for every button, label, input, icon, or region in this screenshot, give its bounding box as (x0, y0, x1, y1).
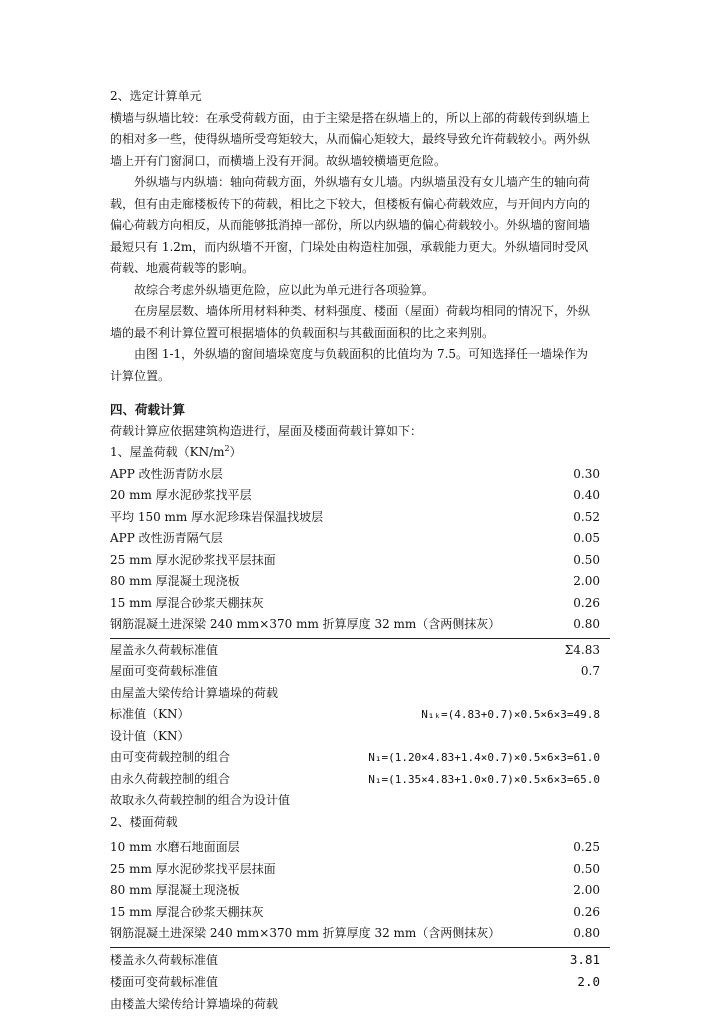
table-row (110, 902, 610, 924)
roof-title-text: 1、屋盖荷载（KN/m (110, 445, 225, 459)
row-value: 0.26 (573, 904, 600, 919)
para-wall-comparison (110, 108, 610, 173)
table-row (110, 507, 610, 529)
row-value: 0.30 (573, 466, 600, 481)
table-row (110, 464, 610, 486)
row-label: 屋盖永久荷载标准值 (110, 642, 219, 657)
table-row (110, 923, 610, 945)
floor-load-title: 2、楼面荷载 (110, 814, 178, 829)
row-value: 0.05 (573, 531, 600, 545)
section-title-load-calc: 四、荷载计算 (110, 402, 186, 417)
floor-permanent-row (110, 949, 610, 972)
table-row (110, 550, 610, 572)
row-label: 由永久荷载控制的组合 (110, 771, 231, 786)
document-page (110, 86, 610, 1015)
roof-conclusion: 故取永久荷载控制的组合为设计值 (110, 793, 291, 807)
row-label: APP 改性沥青隔气层 (110, 531, 223, 545)
row-label: APP 改性沥青防水层 (110, 466, 223, 481)
table-row (110, 880, 610, 902)
table-row (110, 528, 610, 550)
row-label: 楼面可变荷载标准值 (110, 975, 219, 989)
row-value: 0.80 (573, 617, 600, 631)
para-calc-position (110, 301, 610, 344)
text-line: 墙上开有门窗洞口，而横墙上没有开洞。故纵墙较横墙更危险。 (110, 153, 447, 168)
section-title-select-unit: 2、选定计算单元 (110, 89, 202, 103)
table-row (110, 614, 610, 636)
text-line: 最短只有 1.2m，而内纵墙不开窗，门垛处由构造柱加强，承载能力更大。外纵墙同时受风 (110, 239, 589, 254)
para-figure-ref (110, 344, 610, 387)
text-line: 外纵墙与内纵墙：轴向荷载方面，外纵墙有女儿墙。内纵墙虽没有女儿墙产生的轴向荷 (134, 175, 591, 189)
text-line: 由图 1-1，外纵墙的窗间墙垛宽度与负载面积的比值均为 7.5。可知选择任一墙垛作为 (134, 347, 589, 361)
table-row (110, 837, 610, 859)
row-value: 2.0 (577, 974, 600, 989)
text-line: 在房屋层数、墙体所用材料种类、材料强度、楼面（屋面）荷载均相同的情况下，外纵 (134, 304, 591, 318)
roof-standard-row (110, 704, 610, 726)
row-label: 平均 150 mm 厚水泥珍珠岩保温找坡层 (110, 509, 324, 524)
row-label: 屋面可变荷载标准值 (110, 664, 219, 678)
text-line: 偏心荷载方向相反，从而能够抵消掉一部份，所以内纵墙的偏心荷载较小。外纵墙的窗间墙 (110, 218, 591, 232)
roof-title-sup: 2 (224, 444, 230, 453)
roof-var-combo-row (110, 747, 610, 769)
row-value: 0.50 (573, 861, 600, 876)
row-value: 0.40 (573, 488, 600, 502)
row-label: 15 mm 厚混合砂浆天棚抹灰 (110, 595, 264, 610)
row-label: 钢筋混凝土进深梁 240 mm×370 mm 折算厚度 32 mm（含两侧抹灰） (110, 926, 501, 940)
row-label: 25 mm 厚水泥砂浆找平层抹面 (110, 552, 276, 567)
formula: N₁=(1.20×4.83+1.4×0.7)×0.5×6×3=61.0 (368, 751, 600, 764)
row-value: 0.26 (573, 595, 600, 610)
row-label: 10 mm 水磨石地面面层 (110, 840, 240, 854)
floor-load-table (110, 837, 610, 994)
row-value: 0.52 (573, 509, 600, 524)
row-label: 80 mm 厚混凝土现浇板 (110, 883, 240, 897)
table-row (110, 571, 610, 593)
roof-permanent-row (110, 640, 610, 662)
row-label: 楼盖永久荷载标准值 (110, 952, 219, 967)
text-line: 载，但有由走廊楼板传下的荷载，相比之下较大，但楼板有偏心荷载效应，与开间内方向的 (110, 196, 591, 211)
text-line: 的相对多一些，使得纵墙所受弯矩较大，从而偏心矩较大，最终导致允许荷载较小。两外纵 (110, 132, 591, 146)
roof-design-label: 设计值（KN） (110, 728, 190, 743)
row-label: 20 mm 厚水泥砂浆找平层 (110, 488, 252, 502)
table-row (110, 485, 610, 507)
row-value: 2.00 (573, 883, 600, 897)
row-value: 0.80 (573, 926, 600, 940)
roof-beam-transfer: 由屋盖大梁传给计算墙垛的荷载 (110, 685, 279, 700)
load-calc-intro: 荷载计算应依据建筑构造进行，屋面及楼面荷载计算如下： (110, 423, 423, 438)
row-label: 由可变荷载控制的组合 (110, 750, 231, 764)
text-line: 横墙与纵墙比较：在承受荷载方面，由于主梁是搭在纵墙上的，所以上部的荷载传到纵墙上 (110, 110, 591, 125)
row-value: 0.50 (573, 552, 600, 567)
roof-variable-row (110, 661, 610, 683)
table-divider (110, 947, 610, 948)
row-label: 钢筋混凝土进深梁 240 mm×370 mm 折算厚度 32 mm（含两侧抹灰） (110, 617, 501, 631)
row-label: 25 mm 厚水泥砂浆找平层抹面 (110, 861, 276, 876)
formula: N₁=(1.35×4.83+1.0×0.7)×0.5×6×3=65.0 (368, 772, 600, 786)
floor-beam-transfer: 由楼盖大梁传给计算墙垛的荷载 (110, 996, 279, 1011)
para-conclusion: 故综合考虑外纵墙更危险，应以此为单元进行各项验算。 (134, 282, 435, 297)
roof-title-suffix: ） (229, 445, 242, 459)
row-value: 2.00 (573, 574, 600, 588)
text-line: 墙的最不利计算位置可根据墙体的负载面积与其截面面积的比之来判别。 (110, 325, 495, 340)
para-outer-inner-wall (110, 172, 610, 280)
text-line: 计算位置。 (110, 368, 171, 383)
row-label: 标准值（KN） (110, 707, 190, 721)
table-divider (110, 638, 610, 639)
text-line: 荷载、地震荷载等的影响。 (110, 261, 255, 275)
floor-variable-row (110, 971, 610, 994)
roof-load-table (110, 464, 610, 683)
row-label: 15 mm 厚混合砂浆天棚抹灰 (110, 904, 264, 919)
row-value: 0.7 (580, 664, 600, 678)
table-row (110, 859, 610, 881)
row-value: Σ4.83 (564, 642, 600, 657)
formula: N₁ₖ=(4.83+0.7)×0.5×6×3=49.8 (421, 708, 600, 721)
roof-load-title (110, 442, 610, 464)
roof-perm-combo-row (110, 769, 610, 791)
row-value: 3.81 (569, 951, 600, 967)
row-value: 0.25 (573, 840, 600, 854)
row-label: 80 mm 厚混凝土现浇板 (110, 574, 240, 588)
table-row (110, 593, 610, 615)
